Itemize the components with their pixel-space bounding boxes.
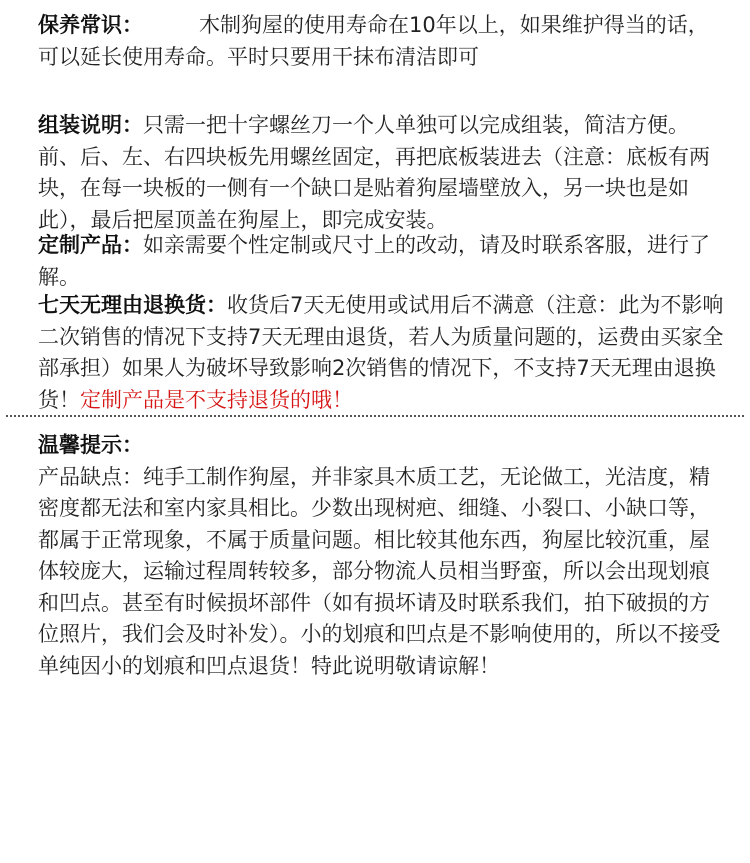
returns-text: 收货后7天无使用或试用后不满意（注意：此为不影响二次销售的情况下支持7天无理由退货，若人为质量问题的，运费由买家全部承担）如果人为破坏导致影响2次销售的情况下，不支持7天无理由退换货！ — [38, 293, 724, 412]
assembly-section — [38, 110, 728, 236]
custom-text: 如亲需要个性定制或尺寸上的改动，请及时联系客服，进行了解。 — [38, 233, 710, 289]
maintenance-text: 木制狗屋的使用寿命在10年以上，如果维护得当的话，可以延长使用寿命。平时只要用干抹布清洁即可 — [38, 13, 709, 69]
returns-warning: 定制产品是不支持退货的哦！ — [80, 387, 353, 412]
returns-paragraph — [38, 290, 728, 416]
custom-paragraph — [38, 230, 728, 293]
maintenance-paragraph — [38, 10, 728, 73]
maintenance-section — [38, 10, 728, 73]
returns-label: 七天无理由退换货： — [38, 293, 227, 317]
assembly-text: 只需一把十字螺丝刀一个人单独可以完成组装，简洁方便。前、后、左、右四块板先用螺丝固定，再把底板装进去（注意：底板有两块，在每一块板的一侧有一个缺口是贴着狗屋墙壁放入，另一块也是如此），最后把屋顶盖在狗屋上，即完成安装。 — [38, 113, 710, 232]
custom-label: 定制产品： — [38, 233, 143, 257]
custom-section — [38, 230, 728, 293]
returns-section — [38, 290, 728, 416]
assembly-label: 组装说明： — [38, 113, 143, 137]
assembly-paragraph — [38, 110, 728, 236]
tips-text: 产品缺点：纯手工制作狗屋，并非家具木质工艺，无论做工，光洁度，精密度都无法和室内家具相比。少数出现树疤、细缝、小裂口、小缺口等，都属于正常现象，不属于质量问题。相比较其他东西，狗屋比较沉重，屋体较庞大，运输过程周转较多，部分物流人员相当野蛮，所以会出现划痕和凹点。甚至有时候损坏部件（如有损坏请及时联系我们，拍下破损的方位照片，我们会及时补发）。小的划痕和凹点是不影响使用的，所以不接受单纯因小的划痕和凹点退货！特此说明敬请谅解！ — [38, 464, 721, 678]
dotted-divider — [6, 415, 744, 417]
maintenance-label: 保养常识： — [38, 13, 143, 37]
tips-label: 温馨提示： — [38, 433, 143, 457]
tips-section — [38, 430, 728, 682]
